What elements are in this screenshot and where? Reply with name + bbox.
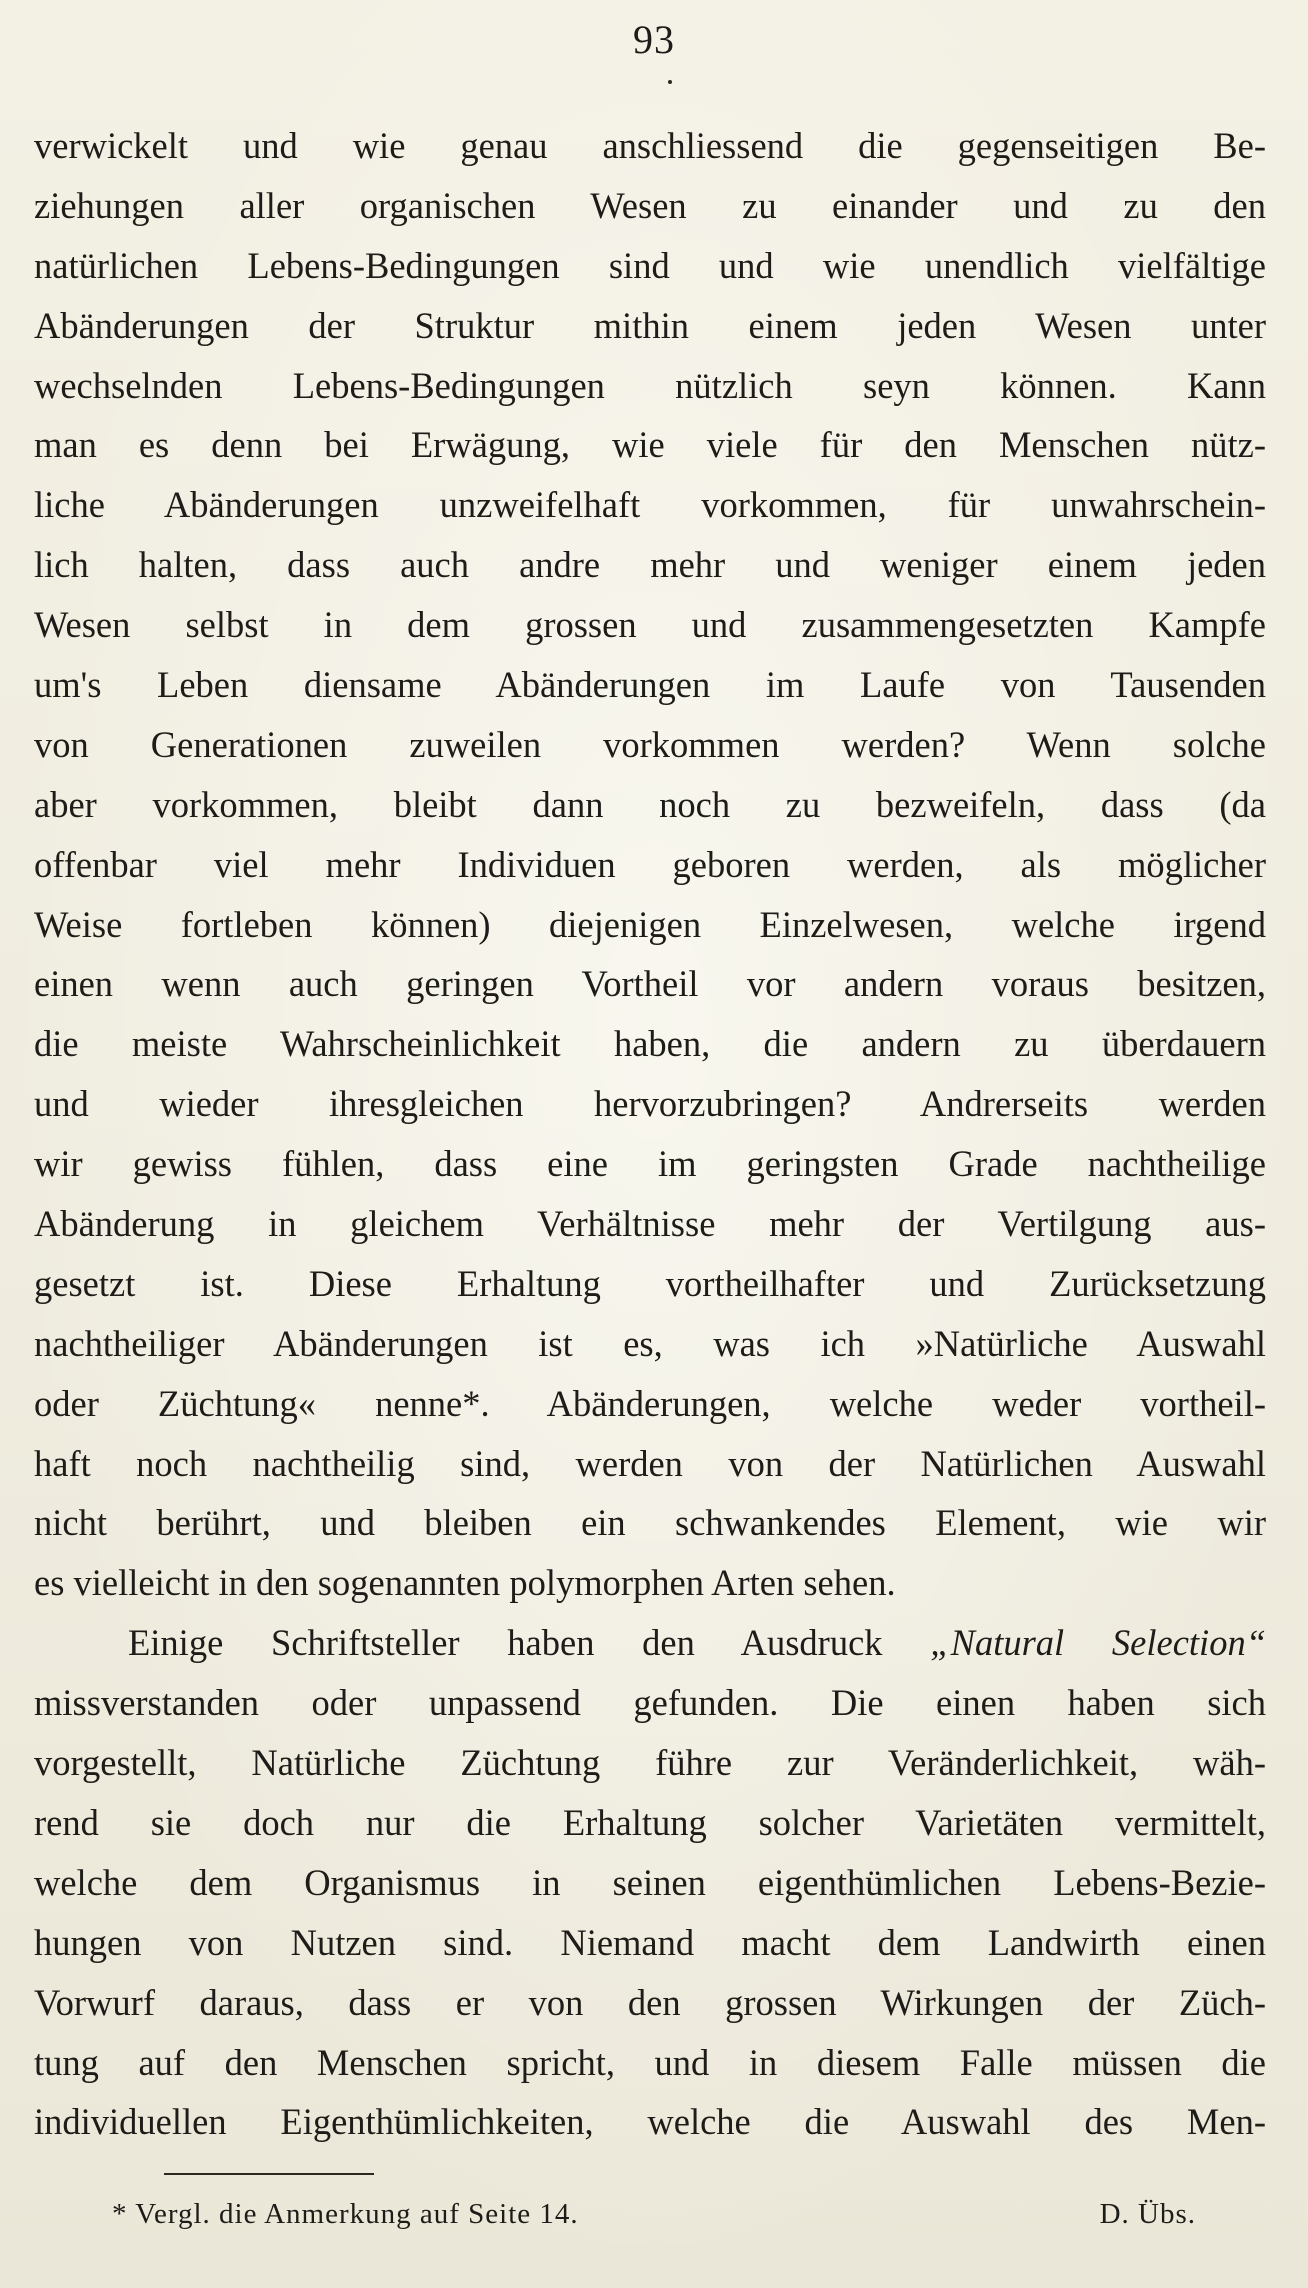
text-line: oder Züchtung« nenne*. Abänderungen, welche weder vortheil- <box>34 1382 1266 1424</box>
text-line: offenbar viel mehr Individuen geboren werden, als möglicher <box>34 843 1266 885</box>
natural-selection-emphasis: „Natural Selection“ <box>930 1622 1266 1664</box>
text-line: es vielleicht in den sogenannten polymorphen Arten sehen. <box>34 1562 896 1604</box>
text-line: verwickelt und wie genau anschliessend die gegenseitigen Be- <box>34 125 1266 166</box>
text-line: Wesen selbst in dem grossen und zusammengesetzten Kampfe <box>34 604 1266 646</box>
footnote-text: * Vergl. die Anmerkung auf Seite 14. <box>112 2198 579 2230</box>
text-line: ziehungen aller organischen Wesen zu einander und zu den <box>34 184 1266 226</box>
ink-speck <box>668 80 672 84</box>
text-line: individuellen Eigenthümlichkeiten, welche die Auswahl des Men- <box>34 2101 1266 2143</box>
text-line: hungen von Nutzen sind. Niemand macht dem Landwirth einen <box>34 1921 1266 1963</box>
paragraph-2 <box>34 1673 1266 2152</box>
text-line: von Generationen zuweilen vorkommen werden? Wenn solche <box>34 723 1266 765</box>
text-line: welche dem Organismus in seinen eigenthümlichen Lebens-Bezie- <box>34 1861 1266 1903</box>
text-line: um's Leben diensame Abänderungen im Laufe von Tausenden <box>34 664 1266 706</box>
text-line: aber vorkommen, bleibt dann noch zu bezweifeln, dass (da <box>34 783 1266 825</box>
paragraph-2-first-line-text: Einige Schriftsteller haben den Ausdruck <box>128 1622 931 1664</box>
text-line: missverstanden oder unpassend gefunden. Die einen haben sich <box>34 1682 1266 1724</box>
text-line: wir gewiss fühlen, dass eine im geringsten Grade nachtheilige <box>34 1143 1266 1185</box>
text-line: gesetzt ist. Diese Erhaltung vortheilhafter und Zurücksetzung <box>34 1262 1266 1304</box>
text-line: wechselnden Lebens-Bedingungen nützlich seyn können. Kann <box>34 364 1266 406</box>
text-line: Weise fortleben können) diejenigen Einzelwesen, welche irgend <box>34 903 1266 945</box>
footnote <box>112 2194 1196 2234</box>
text-line: Abänderungen der Struktur mithin einem jeden Wesen unter <box>34 304 1266 346</box>
text-line: haft noch nachtheilig sind, werden von der Natürlichen Auswahl <box>34 1442 1266 1484</box>
text-line: und wieder ihresgleichen hervorzubringen? Andrerseits werden <box>34 1083 1266 1125</box>
text-line: lich halten, dass auch andre mehr und weniger einem jeden <box>34 544 1266 586</box>
text-line: man es denn bei Erwägung, wie viele für den Menschen nütz- <box>34 424 1266 466</box>
text-line: tung auf den Menschen spricht, und in diesem Falle müssen die <box>34 2041 1266 2083</box>
text-line: rend sie doch nur die Erhaltung solcher Varietäten vermittelt, <box>34 1801 1266 1843</box>
paragraph-2-first-line <box>34 1613 1266 1673</box>
text-line: natürlichen Lebens-Bedingungen sind und wie unendlich vielfältige <box>34 244 1266 286</box>
text-line: einen wenn auch geringen Vortheil vor andern voraus besitzen, <box>34 963 1266 1005</box>
footnote-signature: D. Übs. <box>1099 2198 1196 2230</box>
text-line: vorgestellt, Natürliche Züchtung führe zur Veränderlichkeit, wäh- <box>34 1742 1266 1784</box>
body-text <box>34 116 1266 2152</box>
text-line: Abänderung in gleichem Verhältnisse mehr der Vertilgung aus- <box>34 1203 1266 1245</box>
text-line: Vorwurf daraus, dass er von den grossen Wirkungen der Züch- <box>34 1981 1266 2023</box>
text-line: liche Abänderungen unzweifelhaft vorkommen, für unwahrschein- <box>34 484 1266 526</box>
text-line: nicht berührt, und bleiben ein schwankendes Element, wie wir <box>34 1502 1266 1544</box>
page-number: 93 <box>633 17 675 62</box>
paragraph-1 <box>34 116 1266 1613</box>
footnote-divider <box>164 2173 374 2175</box>
text-line: nachtheiliger Abänderungen ist es, was ich »Natürliche Auswahl <box>34 1322 1266 1364</box>
text-line: die meiste Wahrscheinlichkeit haben, die andern zu überdauern <box>34 1023 1266 1065</box>
